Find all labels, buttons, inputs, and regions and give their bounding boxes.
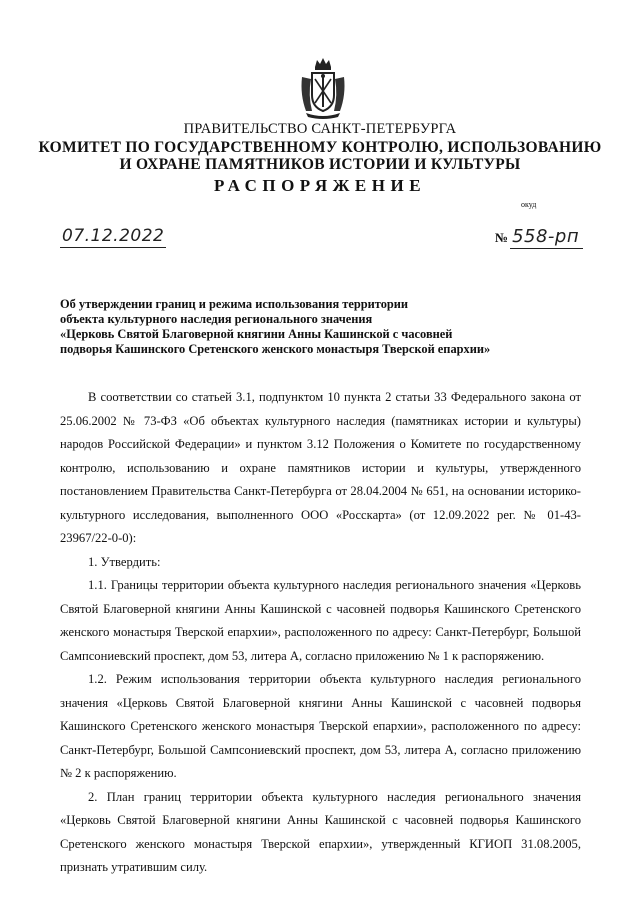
committee-line-1: КОМИТЕТ ПО ГОСУДАРСТВЕННОМУ КОНТРОЛЮ, ИСПОЛЬЗОВАНИЮ [38,139,602,156]
number-sign: № [495,230,509,245]
number-value: 558-рп [510,226,583,249]
document-body [60,386,581,880]
document-subject [60,297,580,357]
subject-line-4: подворья Кашинского Сретенского женского монастыря Тверской епархии» [60,342,491,356]
subject-line-2: объекта культурного наследия регионального значения [60,312,373,326]
subject-line-3: «Церковь Святой Благоверной княгини Анны Кашинской с часовней [60,327,453,341]
document-type: РАСПОРЯЖЕНИЕ [213,176,427,195]
government-name: ПРАВИТЕЛЬСТВО САНКТ-ПЕТЕРБУРГА [183,121,457,137]
document-number [495,226,583,249]
paragraph-1-2: 1.2. Режим использования территории объекта культурного наследия регионального значения «Церковь Святой Благоверной княгини Анны Кашинской с часовней подворья Кашинского Сретенского женского монастыря Тверской епархии», расположенного по адресу: Санкт-Петербург, Большой Сампсониевский проспект, дом 53, литера А, согласно приложению № 2 к распоряжению. [60,672,581,780]
paragraph-preamble: В соответствии со статьей 3.1, подпунктом 10 пункта 2 статьи 33 Федерального закона от 25.06.2002 № 73-ФЗ «Об объектах культурного наследия (памятниках истории и культуры) народов Российской Федерации» и пунктом 3.12 Положения о Комитете по государственному контролю, использованию и охране памятников истории и культуры, утвержденного постановлением Правительства Санкт-Петербурга от 28.04.2004 № 651, на основании историко-культурного исследования, выполненного ООО «Росскарта» (от 12.09.2022 рег. № 01-43-23967/22-0-0): [60,390,581,545]
coat-of-arms-icon [298,55,348,121]
document-date: 07.12.2022 [62,226,165,246]
paragraph-1-1: 1.1. Границы территории объекта культурного наследия регионального значения «Церковь Святой Благоверной княгини Анны Кашинской с часовней подворья Кашинского Сретенского женского монастыря Тверской епархии», расположенного по адресу: Санкт-Петербург, Большой Сампсониевский проспект, дом 53, литера А, согласно приложению № 1 к распоряжению. [60,578,581,663]
committee-name [0,139,640,173]
paragraph-2: 2. План границ территории объекта культурного наследия регионального значения «Церковь Святой Благоверной княгини Анны Кашинской с часовней подворья Кашинского Сретенского женского монастыря Тверской епархии», утвержденный КГИОП 31.08.2005, признать утратившим силу. [60,789,581,874]
okud-label: окуд [521,200,537,209]
subject-line-1: Об утверждении границ и режима использования территории [60,297,409,311]
committee-line-2: И ОХРАНЕ ПАМЯТНИКОВ ИСТОРИИ И КУЛЬТУРЫ [119,156,521,173]
paragraph-approve: 1. Утвердить: [88,554,161,569]
